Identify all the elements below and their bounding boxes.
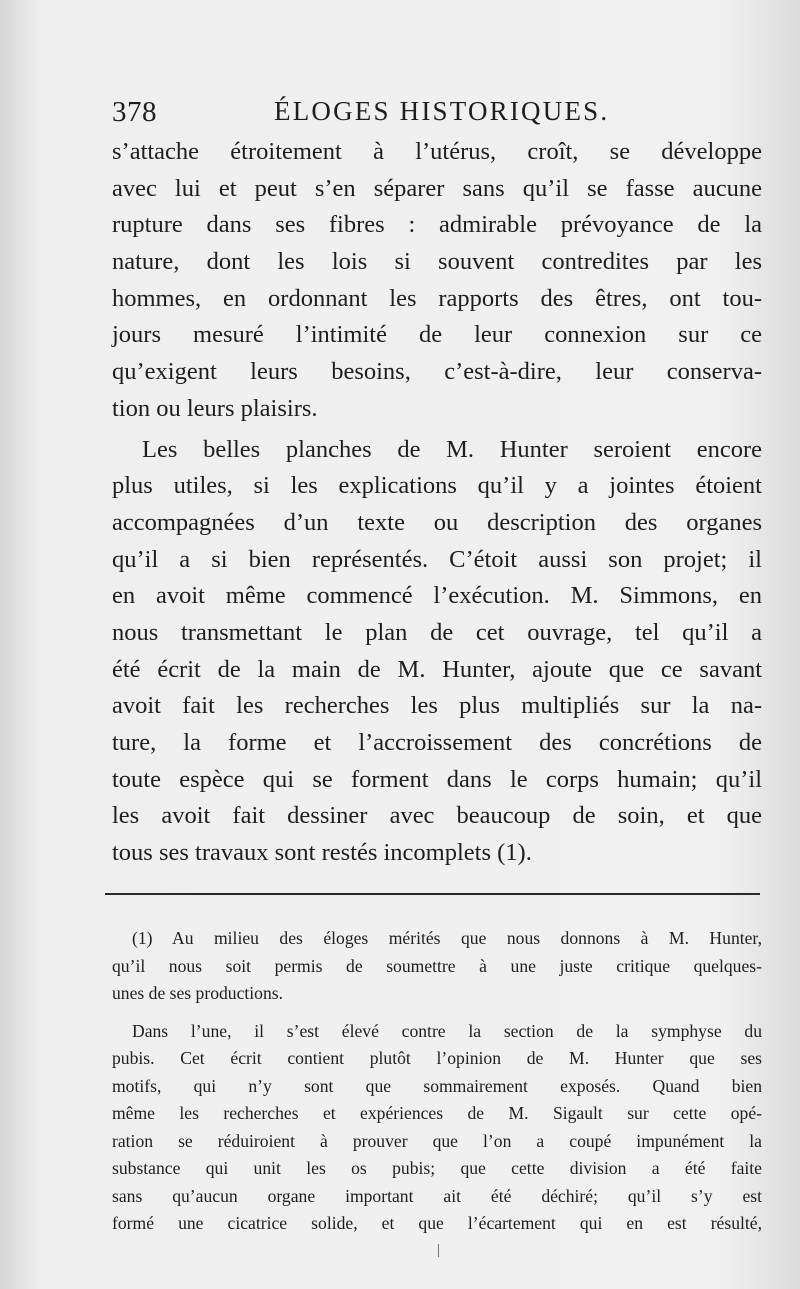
text-line: avec lui et peut s’en séparer sans qu’il se fasse aucune bbox=[112, 174, 762, 202]
footnote-line: unes de ses productions. bbox=[112, 983, 284, 1003]
running-head: ÉLOGES HISTORIQUES. bbox=[274, 96, 610, 126]
print-mark bbox=[438, 1244, 439, 1257]
footnote-line: sans qu’aucun organe important ait été déchiré; qu’il s’y est bbox=[112, 1185, 762, 1206]
text-line: accompagnées d’un texte ou description des organes bbox=[112, 508, 762, 536]
page-number: 378 bbox=[112, 96, 157, 128]
text-line: tous ses travaux sont restés incomplets (1). bbox=[112, 839, 532, 867]
text-line: qu’exigent leurs besoins, c’est-à-dire, leur conserva- bbox=[112, 358, 762, 386]
text-line: nature, dont les lois si souvent contredites par les bbox=[112, 248, 762, 276]
footnote-line: substance qui unit les os pubis; que cette division a été faite bbox=[112, 1158, 762, 1178]
text-line: les avoit fait dessiner avec beaucoup de soin, et que bbox=[112, 802, 762, 830]
footnote-line: qu’il nous soit permis de soumettre à une juste critique quelques- bbox=[112, 955, 762, 976]
footnote bbox=[112, 925, 762, 1238]
footnote-line: ration se réduiroient à prouver que l’on a coupé impunément la bbox=[112, 1130, 762, 1151]
text-line: s’attache étroitement à l’utérus, croît, se développe bbox=[112, 138, 762, 165]
text-line: été écrit de la main de M. Hunter, ajoute que ce savant bbox=[112, 655, 762, 683]
footnote-line: Dans l’une, il s’est élevé contre la section de la symphyse du bbox=[132, 1020, 762, 1041]
footnote-line: même les recherches et expériences de M. Sigault sur cette opé- bbox=[112, 1103, 762, 1123]
text-line: rupture dans ses fibres : admirable prévoyance de la bbox=[112, 211, 762, 239]
footnote-gap bbox=[112, 1008, 762, 1018]
text-line: toute espèce qui se forment dans le corps humain; qu’il bbox=[112, 765, 762, 793]
footnote-line: pubis. Cet écrit contient plutôt l’opinion de M. Hunter que ses bbox=[112, 1048, 762, 1068]
page-header bbox=[112, 96, 640, 136]
text-line: hommes, en ordonnant les rapports des êtres, ont tou- bbox=[112, 284, 762, 312]
main-text bbox=[112, 134, 762, 872]
text-line: plus utiles, si les explications qu’il y a jointes étoient bbox=[112, 472, 762, 500]
text-line: en avoit même commencé l’exécution. M. Simmons, en bbox=[112, 582, 762, 610]
footnote-line: (1) Au milieu des éloges mérités que nous donnons à M. Hunter, bbox=[132, 928, 762, 948]
text-line: qu’il a si bien représentés. C’étoit aussi son projet; il bbox=[112, 545, 762, 573]
footnote-line: formé une cicatrice solide, et que l’écartement qui en est résulté, bbox=[112, 1213, 762, 1233]
text-line: ture, la forme et l’accroissement des concrétions de bbox=[112, 729, 762, 756]
text-line: avoit fait les recherches les plus multipliés sur la na- bbox=[112, 692, 762, 720]
text-line: jours mesuré l’intimité de leur connexion sur ce bbox=[112, 321, 762, 349]
text-line: nous transmettant le plan de cet ouvrage, tel qu’il a bbox=[112, 618, 762, 646]
footnote-line: motifs, qui n’y sont que sommairement exposés. Quand bien bbox=[112, 1075, 762, 1096]
footnote-rule bbox=[105, 893, 760, 895]
text-line: Les belles planches de M. Hunter seroient encore bbox=[142, 435, 762, 463]
text-line: tion ou leurs plaisirs. bbox=[112, 394, 318, 422]
